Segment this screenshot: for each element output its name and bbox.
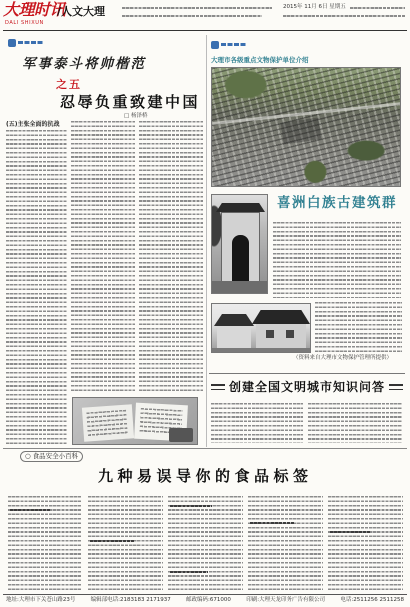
photo-ground: [212, 281, 268, 294]
footer-printer: 印刷:大理天龙印务广告有限公司: [246, 597, 326, 603]
house-wall: [217, 326, 251, 348]
photo-source-caption: （资料来自大理市文物保护管理所提供）: [293, 355, 393, 361]
footer-editorial-phone: 编辑部电话:2183183 2171937: [90, 597, 171, 603]
quiz-body-column: [308, 403, 402, 443]
food-item-subhead: [10, 509, 50, 511]
masthead-info-text: [122, 15, 262, 17]
heritage-body-text: [273, 222, 401, 298]
section-tag-label: [221, 43, 247, 46]
masthead-editor-text: [350, 7, 405, 9]
gate-doorway: [232, 235, 249, 282]
footer-postcode: 邮政编码:671000: [186, 597, 231, 603]
masthead-logo: 大理时讯: [3, 0, 66, 19]
documents-photo: [72, 397, 198, 445]
masthead-editor-text: [283, 15, 405, 17]
section-tag: [211, 40, 247, 49]
article-body-column: [71, 121, 135, 393]
circle-icon: ○: [25, 452, 31, 461]
quiz-body-column: [211, 403, 303, 443]
footer-address: 地址:大理市下关苍山路23号: [6, 597, 76, 603]
article-body-column: [6, 130, 67, 445]
quiz-ornament-right: [389, 384, 403, 390]
gate-roof: [216, 203, 265, 212]
photo-dark-object: [169, 428, 193, 442]
food-safety-tag-label: 食品安全小百科: [32, 452, 79, 461]
food-item-subhead: [330, 531, 370, 533]
section-tag: [8, 38, 44, 47]
masthead-logo-english: DALI SHIXUN: [5, 20, 44, 26]
photo-courtyard: [281, 117, 322, 144]
article-byline: □ 杨泽桥: [124, 113, 148, 119]
photo-page-text: [86, 410, 128, 437]
article-subhead: (五)主张全面的抗战: [6, 121, 60, 128]
heritage-kicker: 大理市各级重点文物保护单位介绍: [211, 56, 309, 64]
section-badge-icon: [211, 41, 219, 49]
food-item-subhead: [90, 540, 134, 542]
heritage-title: 喜洲白族古建筑群: [277, 195, 397, 211]
section-badge-icon: [8, 39, 16, 47]
food-body-column: [88, 496, 163, 591]
house-wall: [256, 324, 306, 348]
ancient-gate-photo: [211, 194, 268, 294]
food-item-subhead: [250, 522, 294, 524]
quiz-title: 创建全国文明城市知识问答: [229, 380, 386, 394]
section-separator: [3, 448, 407, 449]
page-section-name: /人文大理: [57, 5, 106, 18]
issue-date: 2015年 11月 6日 星期五: [283, 4, 346, 10]
food-safety-title: 九种易误导你的食品标签: [98, 467, 313, 485]
house-roof: [214, 314, 254, 326]
food-safety-tag: [20, 451, 83, 462]
house-window: [266, 330, 274, 338]
column-divider: [206, 35, 207, 447]
old-houses-photo: [211, 303, 311, 353]
village-aerial-photo: [211, 67, 401, 187]
photo-ground: [212, 348, 311, 353]
food-item-subhead: [170, 505, 212, 507]
quiz-ornament-left: [211, 384, 225, 390]
article-headline: 忍辱负重致建中国: [60, 93, 201, 111]
house-window: [286, 330, 294, 338]
food-body-column: [168, 496, 243, 591]
food-body-column: [248, 496, 323, 591]
heritage-body-text: [315, 302, 402, 352]
masthead-rule: [3, 30, 407, 31]
food-item-subhead: [170, 571, 208, 573]
article-body-column: [139, 121, 203, 393]
footer-printer-phone: 电话:2511256 2511258: [340, 597, 404, 603]
article-series-title: 军事泰斗将帅楷范: [22, 56, 146, 72]
footer: [6, 598, 404, 604]
footer-rule: [3, 594, 407, 595]
article-part-number: 之五: [56, 78, 82, 91]
masthead-info-text: [122, 7, 272, 9]
food-body-column: [328, 496, 403, 591]
section-tag-label: [18, 41, 44, 44]
quiz-top-border: [209, 373, 405, 374]
house-roof: [252, 310, 310, 324]
